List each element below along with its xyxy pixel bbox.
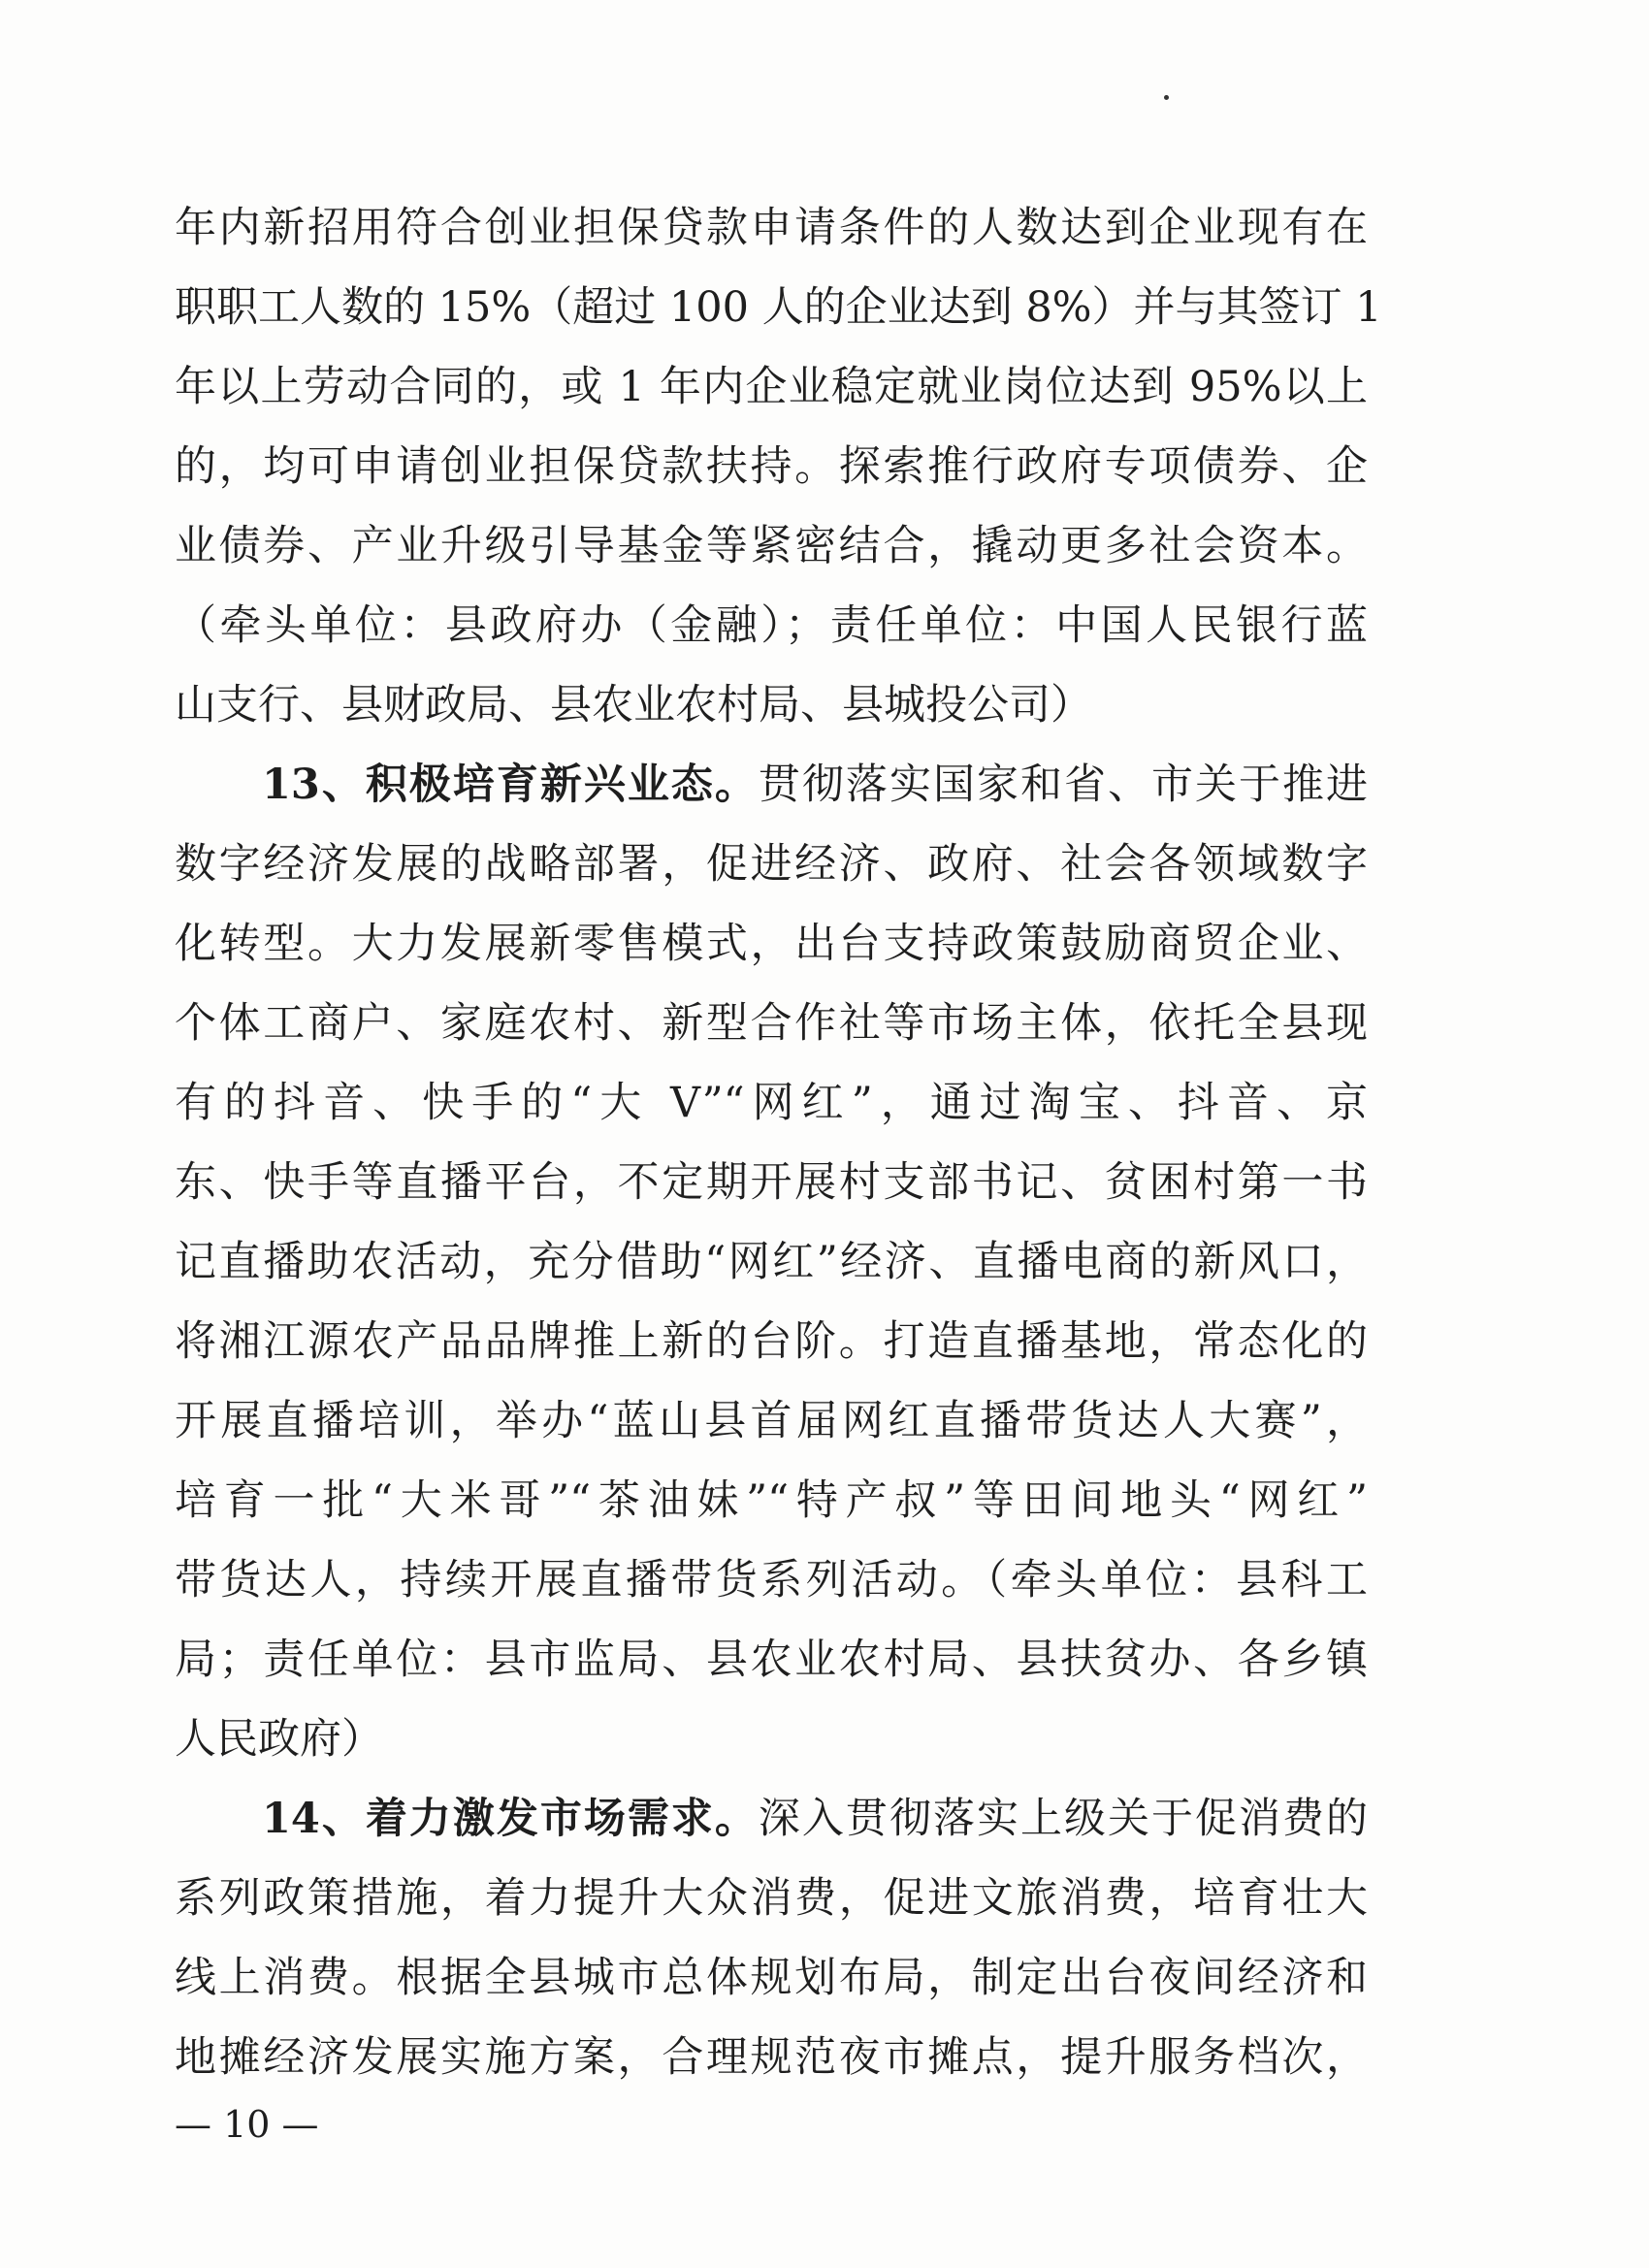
item-14-heading: 14、着力激发市场需求。 xyxy=(262,1795,759,1843)
scan-speck xyxy=(1164,95,1169,100)
item-14-first-line-text: 深入贯彻落实上级关于促消费的 xyxy=(758,1795,1369,1843)
body-line: 化转型。大力发展新零售模式，出台支持政策鼓励商贸企业、 xyxy=(175,920,1368,968)
body-line: 个体工商户、家庭农村、新型合作社等市场主体，依托全县现 xyxy=(175,999,1368,1048)
page-number: — 10 — xyxy=(175,2103,319,2146)
body-line: 培育一批“大米哥”“茶油妹”“特产叔”等田间地头“网红” xyxy=(175,1476,1368,1525)
body-line: 局；责任单位：县市监局、县农业农村局、县扶贫办、各乡镇 xyxy=(175,1636,1368,1684)
body-line: 的，均可申请创业担保贷款扶持。探索推行政府专项债券、企 xyxy=(175,442,1368,491)
item-14-first-line xyxy=(262,1785,1368,1853)
body-line: 地摊经济发展实施方案，合理规范夜市摊点，提升服务档次， xyxy=(175,2033,1368,2082)
body-line: 记直播助农活动，充分借助“网红”经济、直播电商的新风口， xyxy=(175,1238,1368,1286)
body-line: 业债券、产业升级引导基金等紧密结合，撬动更多社会资本。 xyxy=(175,522,1368,570)
body-line: 东、快手等直播平台，不定期开展村支部书记、贫困村第一书 xyxy=(175,1158,1368,1207)
body-line: 线上消费。根据全县城市总体规划布局，制定出台夜间经济和 xyxy=(175,1954,1368,2002)
item-13-heading: 13、积极培育新兴业态。 xyxy=(262,761,759,809)
body-line: 系列政策措施，着力提升大众消费，促进文旅消费，培育壮大 xyxy=(175,1874,1368,1923)
body-line: 山支行、县财政局、县农业农村局、县城投公司） xyxy=(175,681,1092,729)
item-13-first-line-text: 贯彻落实国家和省、市关于推进 xyxy=(758,761,1369,809)
body-line: 将湘江源农产品品牌推上新的台阶。打造直播基地，常态化的 xyxy=(175,1317,1368,1366)
body-line: 开展直播培训，举办“蓝山县首届网红直播带货达人大赛”， xyxy=(175,1397,1368,1445)
body-line: 年内新招用符合创业担保贷款申请条件的人数达到企业现有在 xyxy=(175,204,1368,252)
body-line: 数字经济发展的战略部署，促进经济、政府、社会各领域数字 xyxy=(175,840,1368,889)
body-line: 职职工人数的 15%（超过 100 人的企业达到 8%）并与其签订 1 xyxy=(175,283,1382,332)
body-line: 年以上劳动合同的，或 1 年内企业稳定就业岗位达到 95%以上 xyxy=(175,363,1368,411)
item-13-first-line xyxy=(262,751,1368,819)
body-line: 带货达人，持续开展直播带货系列活动。（牵头单位：县科工 xyxy=(175,1556,1368,1604)
body-line: 有的抖音、快手的“大 V”“网红”，通过淘宝、抖音、京 xyxy=(175,1079,1368,1127)
body-line: （牵头单位：县政府办（金融）；责任单位：中国人民银行蓝 xyxy=(175,601,1368,650)
body-line: 人民政府） xyxy=(175,1715,383,1764)
